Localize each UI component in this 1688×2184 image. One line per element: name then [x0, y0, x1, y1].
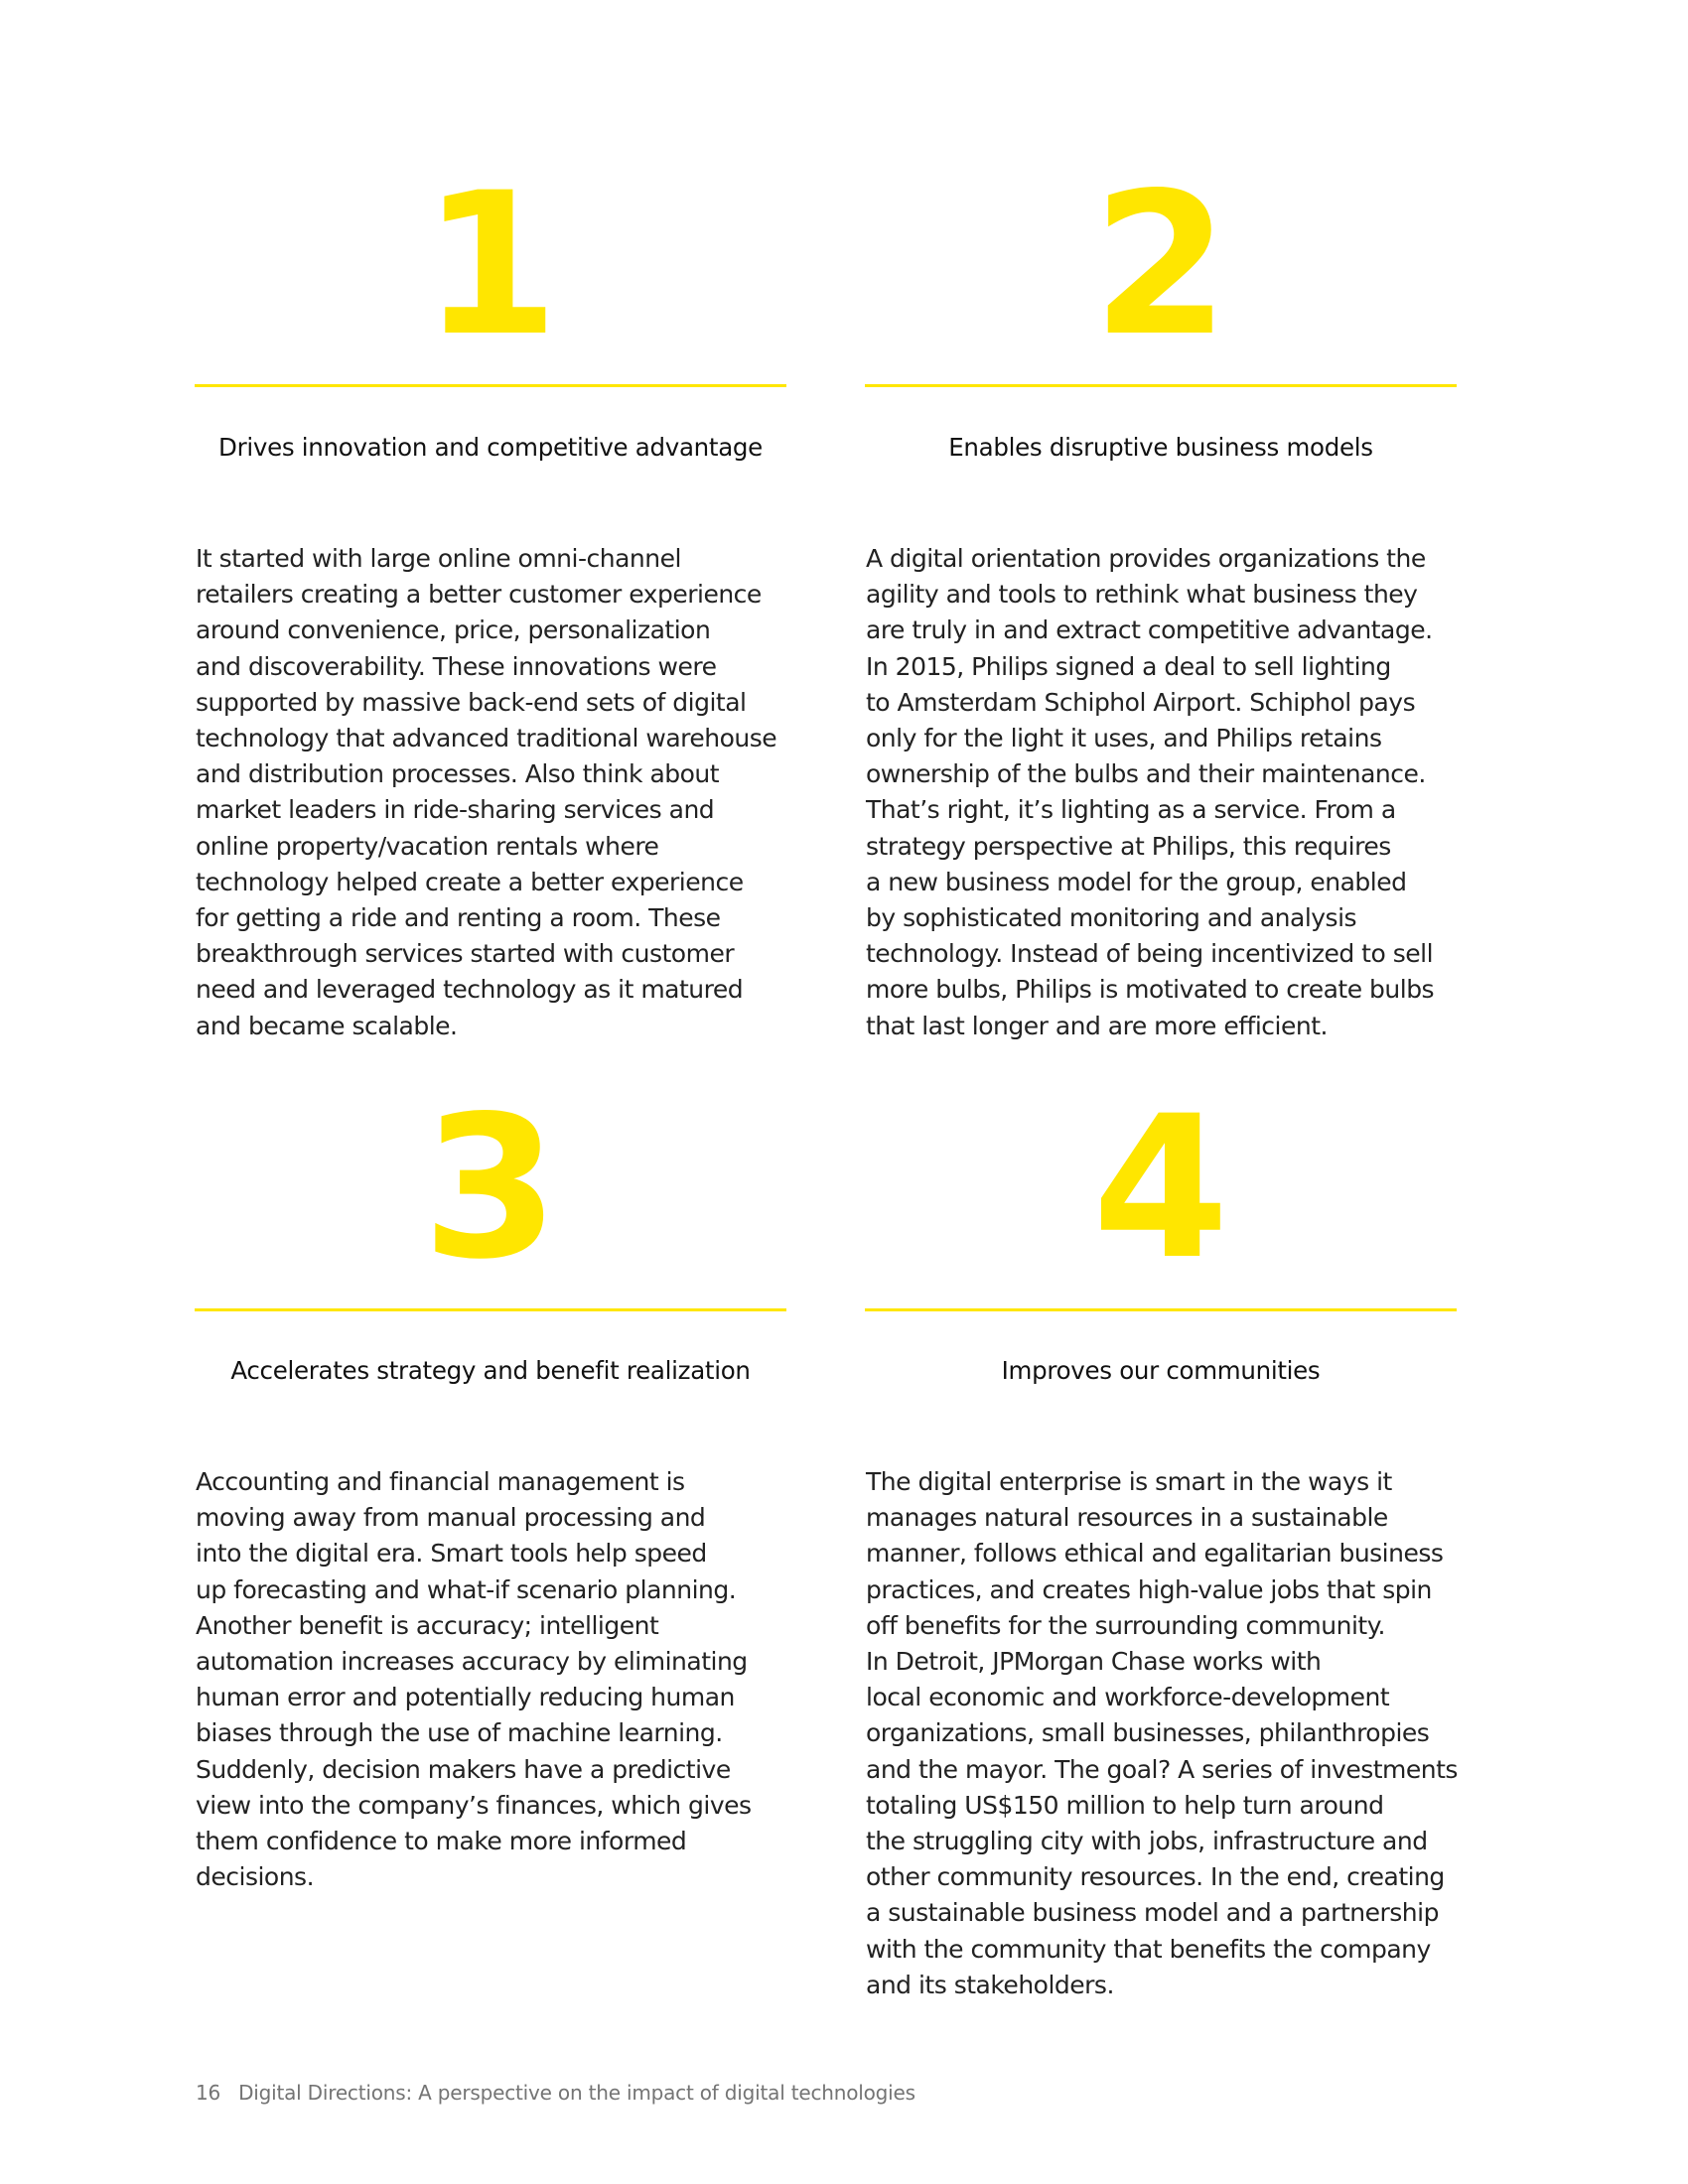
section-body: A digital orientation provides organizations the agility and tools to rethink what business they are truly in and extract competitive advantage. In 2015, Philips signed a deal to sell lighting to Amsterdam Schiphol Airport. Schiphol pays only for the light it uses, and Philips retains ownership of the bulbs and their maintenance. That’s right, it’s lighting as a service. From a strategy perspective at Philips, this requires a new business model for the group, enabled by sophisticated monitoring and analysis technology. Instead of being incentivized to sell more bulbs, Philips is motivated to create bulbs that last longer and are more efficient.	[866, 544, 1435, 1040]
section-body: The digital enterprise is smart in the ways it manages natural resources in a sustainable manner, follows ethical and egalitarian business practices, and creates high-value jobs that spin off benefits for the surrounding community. In Detroit, JPMorgan Chase works with local economic and workforce-development organizations, small businesses, philanthropies and the mayor. The goal? A series of investments totaling US$150 million to help turn around the struggling city with jobs, infrastructure and other community resources. In the end, creating a sustainable business model and a partnership with the community that benefits the company and its stakeholders.	[866, 1467, 1458, 1999]
section-heading: Accelerates strategy and benefit realization	[230, 1356, 751, 1385]
page-footer	[196, 2081, 915, 2105]
section-number: 4	[1092, 1073, 1229, 1302]
document-title: Digital Directions: A perspective on the impact of digital technologies	[238, 2081, 915, 2105]
section-divider	[195, 384, 786, 387]
page-number: 16	[196, 2081, 221, 2105]
section-number: 2	[1092, 150, 1229, 379]
section-number: 3	[422, 1073, 559, 1302]
section-divider	[865, 1308, 1457, 1311]
section-number: 1	[422, 150, 559, 379]
section-heading: Enables disruptive business models	[948, 433, 1373, 462]
section-body: It started with large online omni-channel retailers creating a better customer experience around convenience, price, personalization and discoverability. These innovations were supported by massive back-end sets of digital technology that advanced traditional warehouse and distribution processes. Also think about market leaders in ride-sharing services and online property/vacation rentals where technology helped create a better experience for getting a ride and renting a room. These breakthrough services started with customer need and leveraged technology as it matured and became scalable.	[196, 544, 777, 1040]
section-divider	[195, 1308, 786, 1311]
section-body: Accounting and financial management is moving away from manual processing and into the digital era. Smart tools help speed up forecasting and what-if scenario planning. Another benefit is accuracy; intelligent automation increases accuracy by eliminating human error and potentially reducing human biases through the use of machine learning. Suddenly, decision makers have a predictive view into the company’s finances, which gives them confidence to make more informed decisions.	[196, 1467, 752, 1892]
section-heading: Improves our communities	[1001, 1356, 1321, 1385]
section-heading: Drives innovation and competitive advantage	[218, 433, 763, 462]
section-divider	[865, 384, 1457, 387]
